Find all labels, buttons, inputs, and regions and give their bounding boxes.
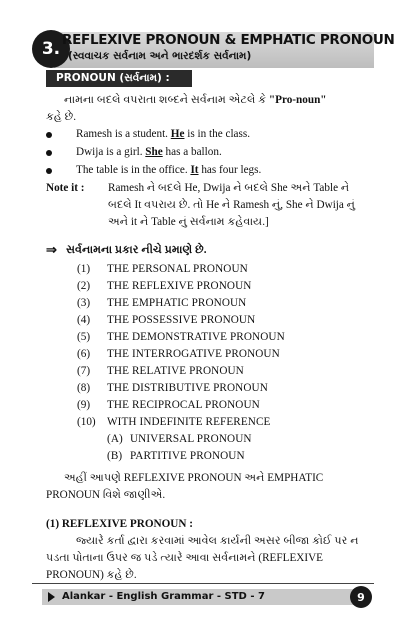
list-item-number: (6) <box>77 348 91 360</box>
list-item-number: (7) <box>77 365 91 377</box>
list-item-number: (1) <box>77 263 91 275</box>
list-item: THE DEMONSTRATIVE PRONOUN <box>107 331 285 343</box>
intro-line-1: અહીં આપણે REFLEXIVE PRONOUN અને EMPHATIC <box>64 472 324 484</box>
footer-divider <box>32 583 374 584</box>
page-number: 9 <box>350 586 372 608</box>
list-item: WITH INDEFINITE REFERENCE <box>107 416 271 428</box>
intro-line-2: PRONOUN વિશે જાણીએ. <box>46 489 166 501</box>
list-item: THE PERSONAL PRONOUN <box>107 263 248 275</box>
example-pronoun: It <box>190 164 199 176</box>
list-item: THE REFLEXIVE PRONOUN <box>107 280 252 292</box>
chapter-header <box>32 30 395 68</box>
note-line-1: Ramesh ને બદલે He, Dwija ને બદલે She અને Table ને <box>108 182 350 194</box>
types-arrow-icon: ⇒ <box>46 242 57 257</box>
sublist-item: UNIVERSAL PRONOUN <box>130 433 252 445</box>
footer-title: Alankar - English Grammar - STD - 7 <box>62 591 265 602</box>
list-item: THE RELATIVE PRONOUN <box>107 365 244 377</box>
example-text: has a ballon. <box>162 146 222 158</box>
list-item: THE DISTRIBUTIVE PRONOUN <box>107 382 268 394</box>
list-item-number: (5) <box>77 331 91 343</box>
chapter-number-badge: 3. <box>32 30 70 68</box>
definition-term: "Pro-noun" <box>268 94 327 106</box>
example-pronoun: He <box>170 128 185 140</box>
list-item: THE EMPHATIC PRONOUN <box>107 297 247 309</box>
example-3 <box>76 163 261 177</box>
section-heading: PRONOUN (સર્વનામ) : <box>46 70 192 87</box>
list-item-number: (9) <box>77 399 91 411</box>
list-item: THE POSSESSIVE PRONOUN <box>107 314 256 326</box>
list-item-number: (10) <box>77 416 96 428</box>
chapter-subtitle: (સ્વવાચક સર્વનામ અને ભારદર્શક સર્વનામ) <box>68 50 252 62</box>
chapter-title: REFLEXIVE PRONOUN & EMPHATIC PRONOUN <box>62 32 395 48</box>
example-text: Ramesh is a student. <box>76 128 171 140</box>
bullet-icon <box>46 168 52 174</box>
page-footer <box>32 586 374 608</box>
bullet-icon <box>46 132 52 138</box>
list-item-number: (2) <box>77 280 91 292</box>
definition-line-2: કહે છે. <box>46 111 77 123</box>
list-item-number: (3) <box>77 297 91 309</box>
triangle-arrow-icon <box>48 592 55 602</box>
list-item-number: (8) <box>77 382 91 394</box>
reflexive-heading: (1) REFLEXIVE PRONOUN : <box>46 518 193 530</box>
note-line-3: અને it ને Table નું સર્વનામ કહેવાય.] <box>108 216 269 228</box>
reflexive-line-1: જ્યારે કર્તા દ્વારા કરવામાં આવેલ કાર્યની અસર બીજા કોઈ પર ન <box>76 535 359 547</box>
list-item-number: (4) <box>77 314 91 326</box>
definition-text: નામના બદલે વપરાતા શબ્દને સર્વનામ એટલે કે <box>64 94 269 106</box>
note-label: Note it : <box>46 182 85 194</box>
example-text: is in the class. <box>184 128 251 140</box>
example-text: Dwija is a girl. <box>76 146 146 158</box>
reflexive-line-3: PRONOUN) કહે છે. <box>46 569 137 581</box>
sublist-item: PARTITIVE PRONOUN <box>130 450 245 462</box>
bullet-icon <box>46 150 52 156</box>
sublist-item-number: (A) <box>107 433 123 445</box>
note-line-2: બદલે It વપરાય છે. તો He ને Ramesh નું, She ને Dwija નું <box>108 199 356 211</box>
types-heading: સર્વનામના પ્રકાર નીચે પ્રમાણે છે. <box>66 244 207 256</box>
example-text: has four legs. <box>198 164 262 176</box>
example-2 <box>76 145 222 159</box>
example-1 <box>76 127 250 141</box>
reflexive-line-2: પડતા પોતાના ઉપર જ પડે ત્યારે આવા સર્વનામને (REFLEXIVE <box>46 552 323 564</box>
list-item: THE RECIPROCAL PRONOUN <box>107 399 260 411</box>
example-pronoun: She <box>145 146 163 158</box>
example-text: The table is in the office. <box>76 164 191 176</box>
list-item: THE INTERROGATIVE PRONOUN <box>107 348 280 360</box>
sublist-item-number: (B) <box>107 450 123 462</box>
definition-line-1 <box>64 93 327 107</box>
